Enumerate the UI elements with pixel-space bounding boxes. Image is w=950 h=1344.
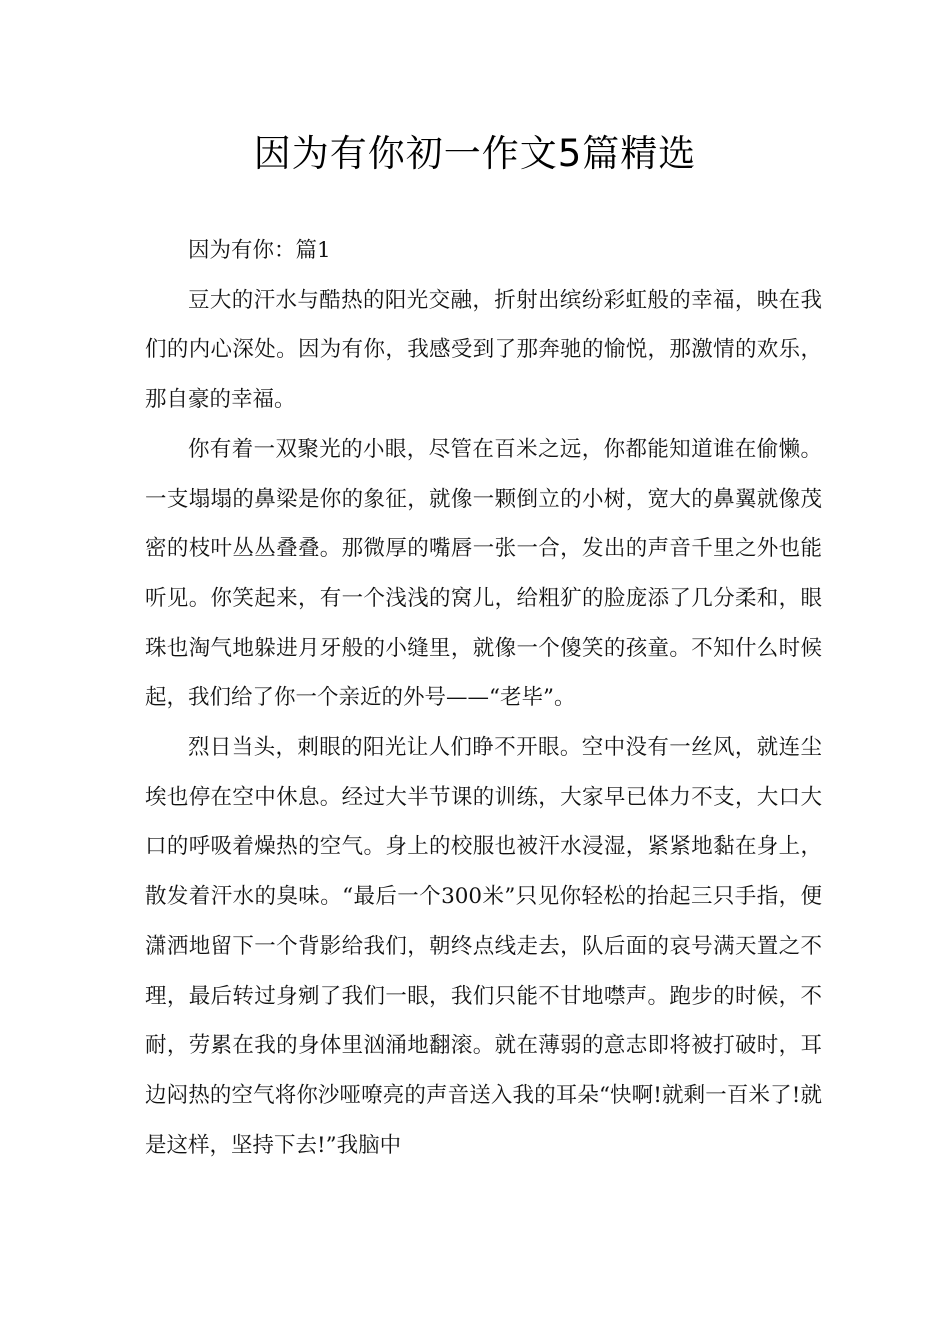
- paragraph: 烈日当头，刺眼的阳光让人们睁不开眼。空中没有一丝风，就连尘埃也停在空中休息。经过大半节课的训练，大家早已体力不支，大口大口的呼吸着燥热的空气。身上的校服也被汗水浸湿，紧紧地黏在身上，散发着汗水的臭味。“最后一个300米”只见你轻松的抬起三只手指，便潇洒地留下一个背影给我们，朝终点线走去，队后面的哀号满天置之不理，最后转过身剜了我们一眼，我们只能不甘地噤声。跑步的时候，不耐，劳累在我的身体里汹涌地翻滚。就在薄弱的意志即将被打破时，耳边闷热的空气将你沙哑嘹亮的声音送入我的耳朵“快啊!就剩一百米了!就是这样，坚持下去!”我脑中: [145, 735, 822, 1158]
- document-title: 因为有你初一作文5篇精选: [253, 132, 697, 175]
- paragraph: 豆大的汗水与酷热的阳光交融，折射出缤纷彩虹般的幸福，映在我们的内心深处。因为有你，我感受到了那奔驰的愉悦，那激情的欢乐，那自豪的幸福。: [145, 287, 822, 413]
- document-body: [145, 226, 822, 1170]
- paragraph: 你有着一双聚光的小眼，尽管在百米之远，你都能知道谁在偷懒。一支塌塌的鼻梁是你的象征，就像一颗倒立的小树，宽大的鼻翼就像茂密的枝叶丛丛叠叠。那微厚的嘴唇一张一合，发出的声音千里之外也能听见。你笑起来，有一个浅浅的窝儿，给粗犷的脸庞添了几分柔和，眼珠也淘气地躲进月牙般的小缝里，就像一个傻笑的孩童。不知什么时候起，我们给了你一个亲近的外号——“老毕”。: [145, 436, 822, 711]
- section-heading: 因为有你：篇1: [188, 238, 331, 263]
